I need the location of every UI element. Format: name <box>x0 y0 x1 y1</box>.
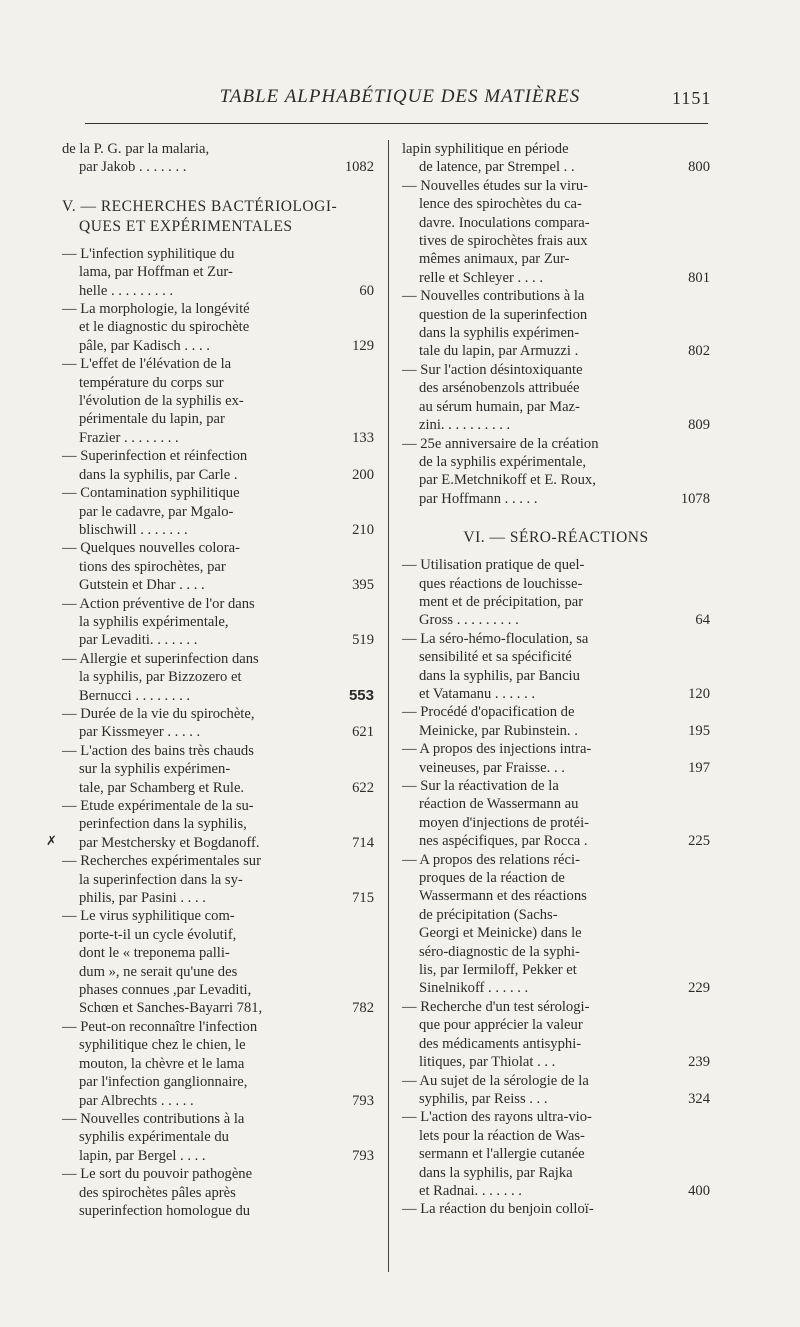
entry-line: par Jakob . . . . . . . <box>79 159 187 176</box>
entry-line: réaction de Wassermann au <box>419 796 579 813</box>
index-entry <box>62 1165 374 1220</box>
entry-line: l'évolution de la syphilis ex- <box>79 393 244 410</box>
index-entry <box>402 287 710 361</box>
entry-line: litiques, par Thiolat . . . <box>419 1054 556 1071</box>
entry-line: nes aspécifiques, par Rocca . <box>419 833 588 850</box>
entry-line: — Contamination syphilitique <box>62 485 240 502</box>
entry-line: séro-diagnostic de la syphi- <box>419 943 580 960</box>
entry-line: — Durée de la vie du spirochète, <box>62 705 255 722</box>
section-heading-v <box>62 197 374 237</box>
entry-line: et Radnai. . . . . . . <box>419 1182 522 1199</box>
entry-line: phases connues ,par Levaditi, <box>79 982 252 999</box>
entry-line: philis, par Pasini . . . . <box>79 890 206 907</box>
column-divider <box>388 140 389 1272</box>
entry-line: périmentale du lapin, par <box>79 411 225 428</box>
index-entry <box>62 300 374 355</box>
entry-line: — A propos des relations réci- <box>402 851 580 868</box>
index-entry <box>402 1200 710 1218</box>
entry-line: lapin, par Bergel . . . . <box>79 1147 206 1164</box>
entry-page-number: 60 <box>359 282 374 299</box>
entry-page-number: 621 <box>352 724 374 741</box>
entry-page-number: 553 <box>348 686 374 704</box>
index-entry <box>62 705 374 742</box>
entry-line: de précipitation (Sachs- <box>419 906 558 923</box>
entry-line: par Hoffmann . . . . . <box>419 490 538 507</box>
entry-line: des spirochètes pâles après <box>79 1184 236 1201</box>
entry-page-number: 395 <box>352 577 374 594</box>
entry-line: tives de spirochètes frais aux <box>419 233 588 250</box>
entry-line: de latence, par Strempel . . <box>419 159 575 176</box>
index-entry <box>62 245 374 300</box>
entry-line: tions des spirochètes, par <box>79 558 226 575</box>
margin-mark: ✗ <box>46 832 57 848</box>
entry-line: — Recherche d'un test sérologi- <box>402 998 590 1015</box>
entry-page-number: 239 <box>688 1054 710 1071</box>
entry-page-number: 714 <box>352 834 374 851</box>
index-entry <box>62 907 374 1017</box>
index-entry <box>402 1108 710 1200</box>
entry-line: zini. . . . . . . . . . <box>419 417 511 434</box>
entry-page-number: 225 <box>688 833 710 850</box>
entry-line: Gross . . . . . . . . . <box>419 612 519 629</box>
entry-line: et le diagnostic du spirochète <box>79 319 250 336</box>
entry-line: — Le sort du pouvoir pathogène <box>62 1166 253 1183</box>
section-heading-vi: VI. — SÉRO-RÉACTIONS <box>463 529 649 547</box>
entry-page-number: 800 <box>688 159 710 176</box>
entry-line: Schœn et Sanches-Bayarri 781, <box>79 1000 263 1017</box>
index-entry <box>62 852 374 907</box>
entry-line: — L'action des bains très chauds <box>62 742 254 759</box>
entry-line: — L'action des rayons ultra-vio- <box>402 1109 592 1126</box>
index-entry <box>62 539 374 594</box>
entry-line: lets pour la réaction de Was- <box>419 1127 585 1144</box>
entry-line: ques réactions de louchisse- <box>419 575 583 592</box>
entry-line: veineuses, par Fraisse. . . <box>419 759 565 776</box>
entry-line: — Le virus syphilitique com- <box>62 908 235 925</box>
entry-line: — Etude expérimentale de la su- <box>62 798 254 814</box>
index-entry <box>62 484 374 539</box>
entry-page-number: 782 <box>352 1000 374 1017</box>
entry-page-number: 1078 <box>680 490 710 507</box>
entry-line: — La réaction du benjoin colloï- <box>402 1201 594 1218</box>
entry-line: — A propos des injections intra- <box>402 741 592 758</box>
index-entry <box>402 630 710 704</box>
index-entry <box>46 797 374 852</box>
entry-line: moyen d'injections de protéi- <box>419 814 590 831</box>
entry-line: — Peut-on reconnaître l'infection <box>62 1018 258 1035</box>
entry-line: — Nouvelles contributions à la <box>402 288 585 305</box>
entry-line: température du corps sur <box>79 374 224 391</box>
entry-line: ment et de précipitation, par <box>419 593 584 610</box>
index-entry <box>402 556 710 630</box>
entry-line: — Nouvelles contributions à la <box>62 1110 245 1127</box>
entry-line: sensibilité et sa spécificité <box>419 649 572 666</box>
index-entry <box>62 742 374 797</box>
entry-line: Sinelnikoff . . . . . . <box>419 980 529 997</box>
entry-page-number: 622 <box>352 779 374 796</box>
entry-line: des arsénobenzols attribuée <box>419 380 580 397</box>
entry-line: — Allergie et superinfection dans <box>62 650 259 667</box>
index-entry <box>62 140 374 177</box>
entry-line: dont le « treponema palli- <box>79 945 230 962</box>
entry-line: tale du lapin, par Armuzzi . <box>419 343 579 360</box>
page-number: 1151 <box>672 88 712 108</box>
entry-line: superinfection homologue du <box>79 1202 251 1219</box>
entry-line: helle . . . . . . . . . <box>79 282 174 299</box>
entry-line: Bernucci . . . . . . . . <box>79 687 191 704</box>
entry-line: que pour apprécier la valeur <box>419 1017 583 1034</box>
entry-line: par E.Metchnikoff et E. Roux, <box>419 472 596 489</box>
entry-page-number: 229 <box>688 980 710 997</box>
index-entry <box>402 998 710 1072</box>
entry-line: — L'effet de l'élévation de la <box>62 356 232 373</box>
index-entry <box>402 703 710 740</box>
index-entry <box>62 1018 374 1110</box>
entry-line: la syphilis expérimentale, <box>79 613 229 630</box>
entry-line: Meinicke, par Rubinstein. . <box>419 722 578 739</box>
entry-line: mêmes animaux, par Zur- <box>419 251 570 268</box>
entry-line: perinfection dans la syphilis, <box>79 816 247 833</box>
entries-list <box>402 140 710 508</box>
entry-line: par Levaditi. . . . . . . <box>79 632 198 649</box>
entry-line: sermann et l'allergie cutanée <box>419 1146 585 1163</box>
entry-line: par Kissmeyer . . . . . <box>79 724 201 741</box>
index-entry <box>402 1072 710 1109</box>
entry-line: par le cadavre, par Mgalo- <box>79 503 234 520</box>
entry-page-number: 1082 <box>344 159 374 176</box>
entry-page-number: 210 <box>352 521 374 538</box>
entry-line: lama, par Hoffman et Zur- <box>79 264 233 281</box>
entry-line: dans la syphilis expérimen- <box>419 325 580 342</box>
entry-line: de la P. G. par la malaria, <box>62 141 210 157</box>
entry-page-number: 715 <box>352 890 374 907</box>
entry-page-number: 129 <box>352 337 374 354</box>
entry-line: la syphilis, par Bizzozero et <box>79 669 242 686</box>
entry-line: et Vatamanu . . . . . . <box>419 685 536 702</box>
entry-page-number: 195 <box>688 722 710 739</box>
entry-line: syphilis, par Reiss . . . <box>419 1090 548 1107</box>
entry-line: — Recherches expérimentales sur <box>62 853 261 870</box>
entry-line: de la syphilis expérimentale, <box>419 453 586 470</box>
entry-line: — 25e anniversaire de la création <box>402 435 599 452</box>
entry-line: par Mestchersky et Bogdanoff. <box>79 834 260 851</box>
index-entry <box>402 361 710 435</box>
entry-line: — Action préventive de l'or dans <box>62 595 255 612</box>
entry-line: syphilis expérimentale du <box>79 1129 229 1146</box>
entry-line: — Quelques nouvelles colora- <box>62 540 240 557</box>
entry-line: — Sur la réactivation de la <box>402 778 559 794</box>
entry-line: tale, par Schamberg et Rule. <box>79 779 245 796</box>
entry-page-number: 793 <box>352 1092 374 1109</box>
index-entry <box>402 740 710 777</box>
entry-page-number: 400 <box>688 1182 710 1199</box>
entry-line: — La séro-hémo-floculation, sa <box>402 630 589 647</box>
index-entry <box>62 650 374 705</box>
entry-line: proques de la réaction de <box>419 870 565 887</box>
entry-line: Frazier . . . . . . . . <box>79 429 179 446</box>
entry-page-number: 120 <box>688 685 710 702</box>
entry-line: dum », ne serait qu'une des <box>79 963 238 980</box>
running-header-title: TABLE ALPHABÉTIQUE DES MATIÈRES <box>219 86 581 107</box>
entries-list <box>402 556 710 1219</box>
entry-line: dans la syphilis, par Rajka <box>419 1164 573 1181</box>
entry-line: mouton, la chèvre et le lama <box>79 1055 245 1072</box>
entry-line: — Procédé d'opacification de <box>402 704 575 721</box>
entry-line: — Sur l'action désintoxiquante <box>402 361 583 378</box>
entry-line: — Nouvelles études sur la viru- <box>402 177 589 194</box>
entry-line: la superinfection dans la sy- <box>79 871 243 888</box>
entry-line: — Superinfection et réinfection <box>62 448 248 465</box>
entry-line: question de la superinfection <box>419 306 588 323</box>
header-rule <box>85 123 708 124</box>
entry-line: lapin syphilitique en période <box>402 141 569 157</box>
index-entry <box>402 777 710 851</box>
index-entry <box>62 1110 374 1165</box>
entry-page-number: 133 <box>352 429 374 446</box>
section-heading-line: QUES ET EXPÉRIMENTALES <box>79 217 293 235</box>
right-column <box>402 140 710 1219</box>
index-entry <box>402 140 710 177</box>
entry-page-number: 200 <box>352 466 374 483</box>
left-column <box>46 140 374 1220</box>
entry-line: blischwill . . . . . . . <box>79 521 188 538</box>
index-entry <box>402 177 710 287</box>
entry-line: porte-t-il un cycle évolutif, <box>79 926 237 943</box>
entry-line: par Albrechts . . . . . <box>79 1092 194 1109</box>
entries-list <box>46 245 374 1221</box>
entry-page-number: 324 <box>688 1090 710 1107</box>
entry-line: — Utilisation pratique de quel- <box>402 557 585 574</box>
entry-page-number: 64 <box>695 612 710 629</box>
entry-line: dans la syphilis, par Carle . <box>79 466 238 483</box>
entry-line: lis, par Iermiloff, Pekker et <box>419 962 577 979</box>
entry-line: lence des spirochètes du ca- <box>419 196 582 213</box>
entry-page-number: 197 <box>688 759 710 776</box>
entry-line: Wassermann et des réactions <box>419 888 587 905</box>
entry-line: Georgi et Meinicke) dans le <box>419 925 582 942</box>
entry-line: relle et Schleyer . . . . <box>419 269 543 286</box>
entry-line: sur la syphilis expérimen- <box>79 761 231 778</box>
index-entry <box>62 595 374 650</box>
index-entry <box>62 447 374 484</box>
index-entry <box>62 355 374 447</box>
entry-page-number: 801 <box>688 269 710 286</box>
entry-line: — Au sujet de la sérologie de la <box>402 1072 589 1089</box>
entry-line: dans la syphilis, par Banciu <box>419 667 580 684</box>
entry-line: des médicaments antisyphi- <box>419 1035 582 1052</box>
entry-page-number: 802 <box>688 343 710 360</box>
entry-line: Gutstein et Dhar . . . . <box>79 577 205 594</box>
entry-line: — La morphologie, la longévité <box>62 301 250 318</box>
entry-page-number: 519 <box>352 632 374 649</box>
entry-line: — L'infection syphilitique du <box>62 245 235 262</box>
entry-page-number: 809 <box>688 417 710 434</box>
entry-line: pâle, par Kadisch . . . . <box>79 337 210 354</box>
section-heading-line: V. — RECHERCHES BACTÉRIOLOGI- <box>62 197 338 215</box>
entry-line: au sérum humain, par Maz- <box>419 398 580 415</box>
index-entry <box>402 435 710 509</box>
entry-line: par l'infection ganglionnaire, <box>79 1074 248 1091</box>
entry-line: davre. Inoculations compara- <box>419 214 590 231</box>
index-entry <box>402 851 710 998</box>
entry-line: syphilitique chez le chien, le <box>79 1037 246 1054</box>
entry-page-number: 793 <box>352 1147 374 1164</box>
